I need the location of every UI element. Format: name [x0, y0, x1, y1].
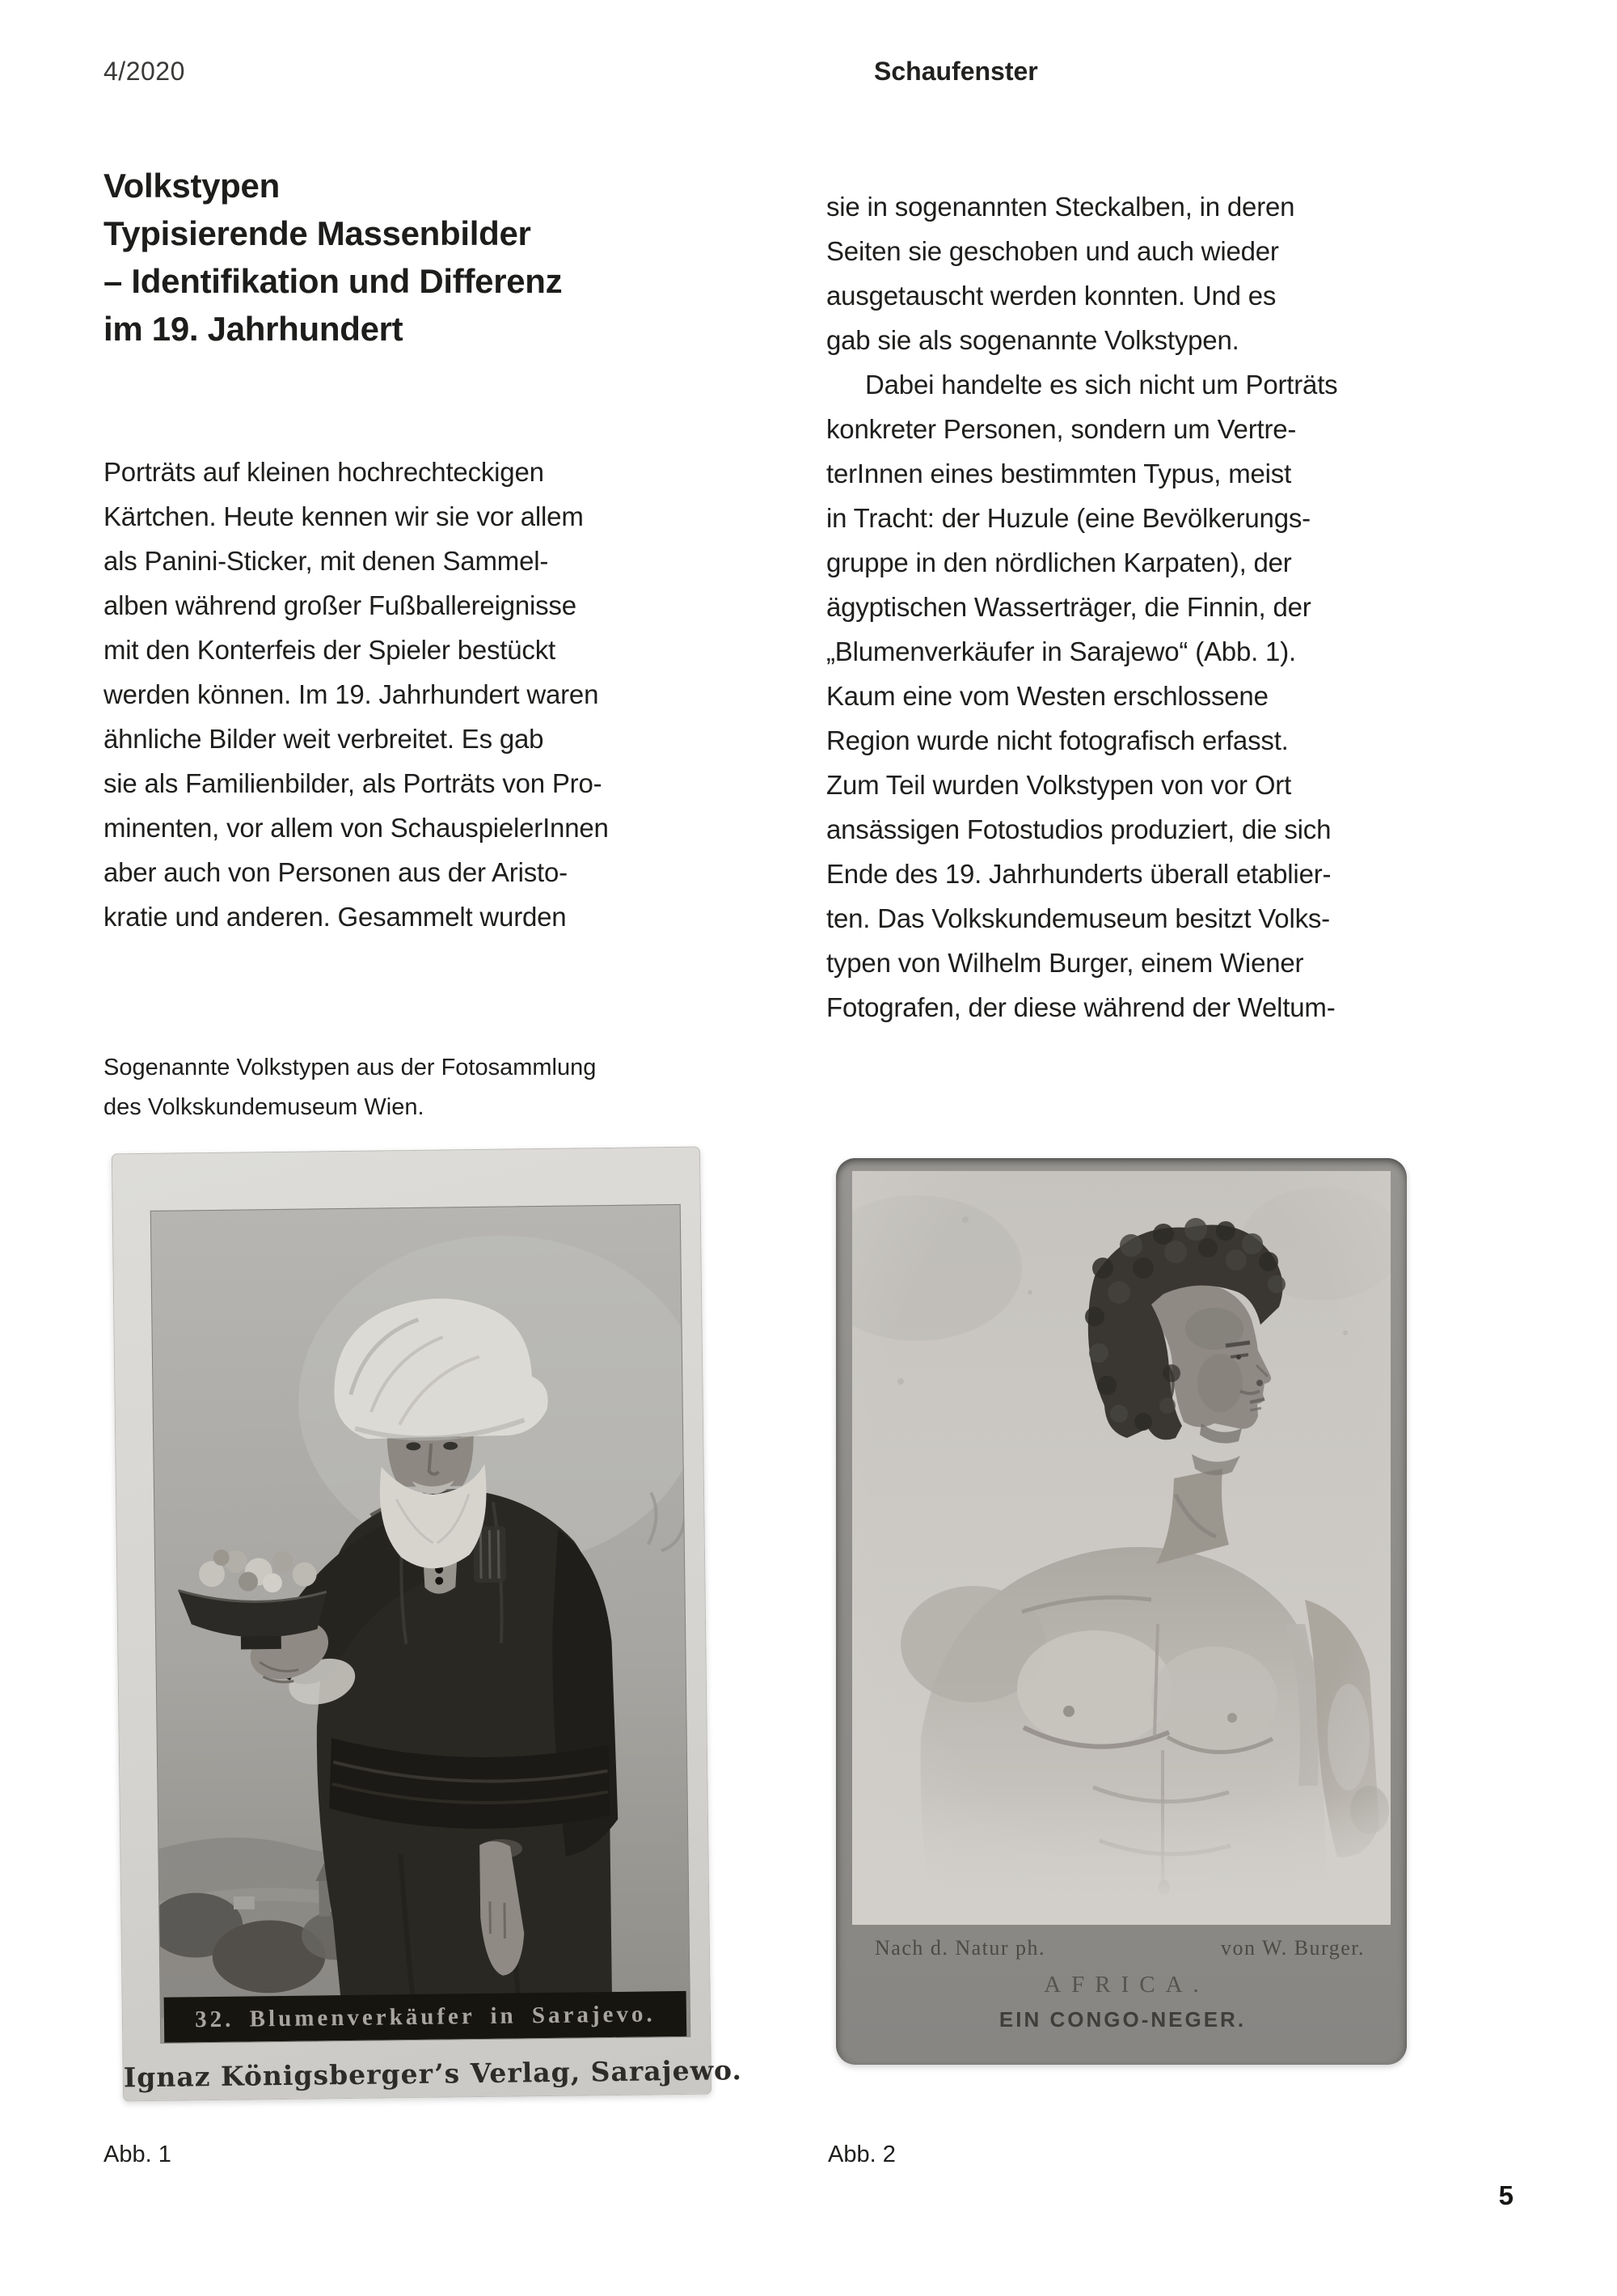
body-text-line: terInnen eines bestimmten Typus, meist	[826, 459, 1292, 488]
body-text-line: in Tracht: der Huzule (eine Bevölkerungs-	[826, 503, 1311, 533]
flower-seller-illustration	[151, 1205, 690, 2043]
body-text-line: sie als Familienbilder, als Porträts von Pro-	[103, 768, 602, 798]
figure-2-credit-left: Nach d. Natur ph.	[875, 1936, 1046, 1960]
body-text-line: Dabei handelte es sich nicht um Porträts	[865, 370, 1338, 400]
body-text-line: alben während großer Fußballereignisse	[103, 590, 576, 620]
body-text-line: Kaum eine vom Westen erschlossene	[826, 681, 1269, 711]
body-text-line: Region wurde nicht fotografisch erfasst.	[826, 725, 1289, 755]
body-text-line: ausgetauscht werden konnten. Und es	[826, 281, 1277, 311]
body-text-line: gruppe in den nördlichen Karpaten), der	[826, 548, 1292, 577]
body-text-line: mit den Konterfeis der Spieler bestückt	[103, 635, 555, 665]
figure-1-photograph	[150, 1204, 691, 2044]
body-text-line: ägyptischen Wasserträger, die Finnin, der	[826, 592, 1311, 622]
article-title-line: Typisierende Massenbilder	[103, 214, 531, 252]
body-text-line: Kärtchen. Heute kennen wir sie vor allem	[103, 501, 584, 531]
body-text-line: als Panini-Sticker, mit denen Sammel-	[103, 546, 549, 576]
article-right-column	[826, 184, 1337, 1030]
figure-2-photo-card	[836, 1158, 1407, 2065]
figure-2-label: Abb. 2	[828, 2142, 896, 2167]
body-text-line: gab sie als sogenannte Volkstypen.	[826, 325, 1239, 355]
body-text-line: sie in sogenannten Steckalben, in deren	[826, 192, 1295, 222]
body-text-line: ten. Das Volkskundemuseum besitzt Volks-	[826, 903, 1330, 933]
figure-2-credit-right: von W. Burger.	[1221, 1936, 1365, 1960]
figure-2-credit-row	[875, 1936, 1365, 1960]
section-title: Schaufenster	[874, 57, 1038, 86]
page-number: 5	[1498, 2180, 1514, 2210]
figures-caption	[103, 1048, 596, 1127]
body-text-line: typen von Wilhelm Burger, einem Wiener	[826, 948, 1304, 978]
article-title	[103, 162, 562, 353]
body-text-line: Fotografen, der diese während der Weltum-	[826, 992, 1336, 1022]
body-text-line: kratie und anderen. Gesammelt wurden	[103, 902, 567, 932]
body-text-line: ähnliche Bilder weit verbreitet. Es gab	[103, 724, 544, 754]
body-text-line: Zum Teil wurden Volkstypen von vor Ort	[826, 770, 1292, 800]
figure-1-photo-caption: 32. Blumenverkäufer in Sarajevo.	[194, 2000, 656, 2032]
article-left-column	[103, 450, 609, 939]
body-text-line: minenten, vor allem von SchauspielerInnen	[103, 813, 609, 843]
body-text-line: werden können. Im 19. Jahrhundert waren	[103, 679, 599, 709]
figure-2-title: AFRICA.	[1044, 1972, 1210, 1998]
figures-caption-line: Sogenannte Volkstypen aus der Fotosammlung	[103, 1055, 597, 1080]
article-title-line: im 19. Jahrhundert	[103, 310, 403, 348]
body-text-line: Seiten sie geschoben und auch wieder	[826, 236, 1279, 266]
body-text-line: aber auch von Personen aus der Aristo-	[103, 857, 568, 887]
body-text-line: „Blumenverkäufer in Sarajewo“ (Abb. 1).	[826, 636, 1296, 666]
figures-caption-line: des Volkskundemuseum Wien.	[103, 1094, 424, 1120]
figure-2-subtitle: EIN CONGO-NEGER.	[998, 2007, 1247, 2032]
issue-number: 4/2020	[103, 57, 185, 86]
figure-1-label: Abb. 1	[103, 2142, 171, 2167]
body-text-line: ansässigen Fotostudios produziert, die sich	[826, 814, 1332, 844]
figure-2-photograph	[852, 1171, 1391, 1925]
body-text-line: Ende des 19. Jahrhunderts überall etablier-	[826, 859, 1332, 889]
body-text-line: Porträts auf kleinen hochrechteckigen	[103, 457, 544, 487]
figure-1-photo-caption-strip	[164, 1991, 687, 2043]
figure-1-publisher-line: Ignaz Königsberger’s Verlag, Sarajewo.	[123, 2054, 743, 2094]
article-title-line: – Identifikation und Differenz	[103, 262, 563, 300]
article-title-line: Volkstypen	[103, 167, 280, 205]
body-text-line: konkreter Personen, sondern um Vertre-	[826, 414, 1297, 444]
figure-1-photo-card	[112, 1147, 743, 2102]
profile-portrait-illustration	[852, 1171, 1391, 1925]
